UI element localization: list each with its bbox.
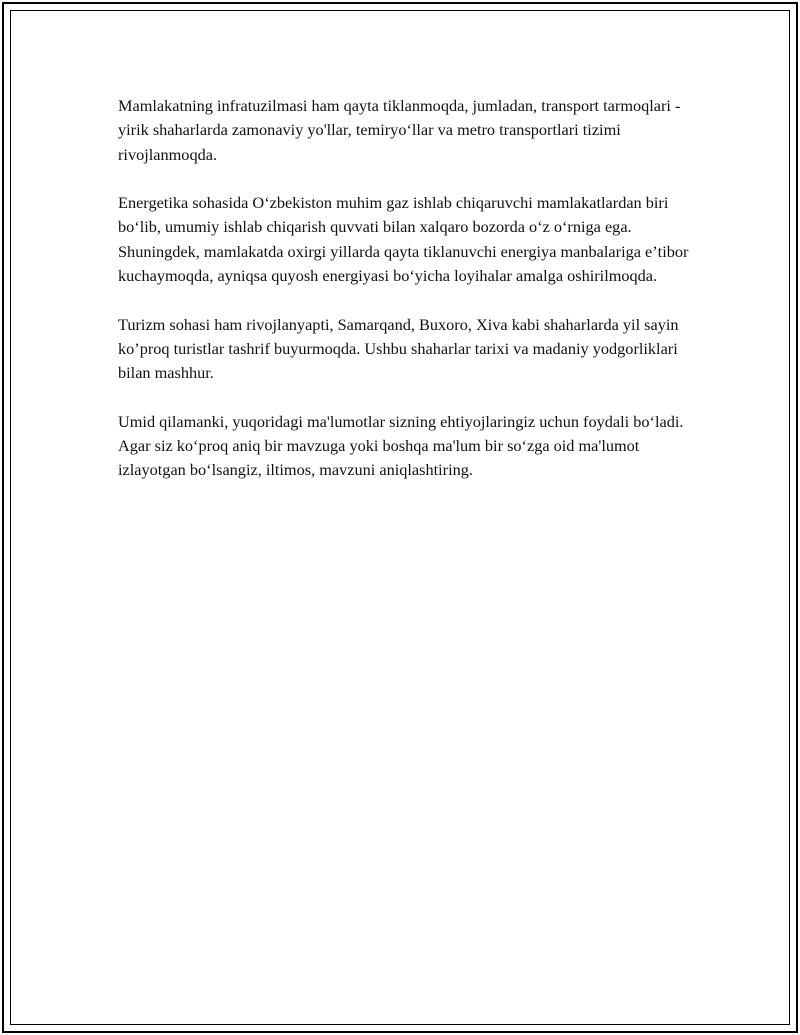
paragraph-energy: Energetika sohasida Oʻzbekiston muhim gaz ishlab chiqaruvchi mamlakatlardan biri boʻlib, umumiy ishlab chiqarish quvvati bilan xalqaro bozorda oʻz oʻrniga ega. Shuningdek, mamlakatda oxirgi yillarda qayta tiklanuvchi energiya manbalariga eʼtibor kuchaymoqda, ayniqsa quyosh energiyasi boʻyicha loyihalar amalga oshirilmoqda. — [118, 193, 689, 286]
document-body — [118, 94, 708, 507]
paragraph-closing: Umid qilamanki, yuqoridagi ma'lumotlar sizning ehtiyojlaringiz uchun foydali boʻladi. Agar siz koʻproq aniq bir mavzuga yoki boshqa ma'lum bir soʻzga oid ma'lumot izlayotgan boʻlsangiz, iltimos, mavzuni aniqlashtiring. — [118, 411, 684, 480]
paragraph-infrastructure: Mamlakatning infratuzilmasi ham qayta tiklanmoqda, jumladan, transport tarmoqlari - yirik shaharlarda zamonaviy yo'llar, temiryoʻllar va metro transportlari tizimi rivojlanmoqda. — [118, 96, 681, 164]
paragraph-tourism: Turizm sohasi ham rivojlanyapti, Samarqand, Buxoro, Xiva kabi shaharlarda yil sayin ko’proq turistlar tashrif buyurmoqda. Ushbu shaharlar tarixi va madaniy yodgorliklari bilan mashhur. — [118, 314, 679, 383]
